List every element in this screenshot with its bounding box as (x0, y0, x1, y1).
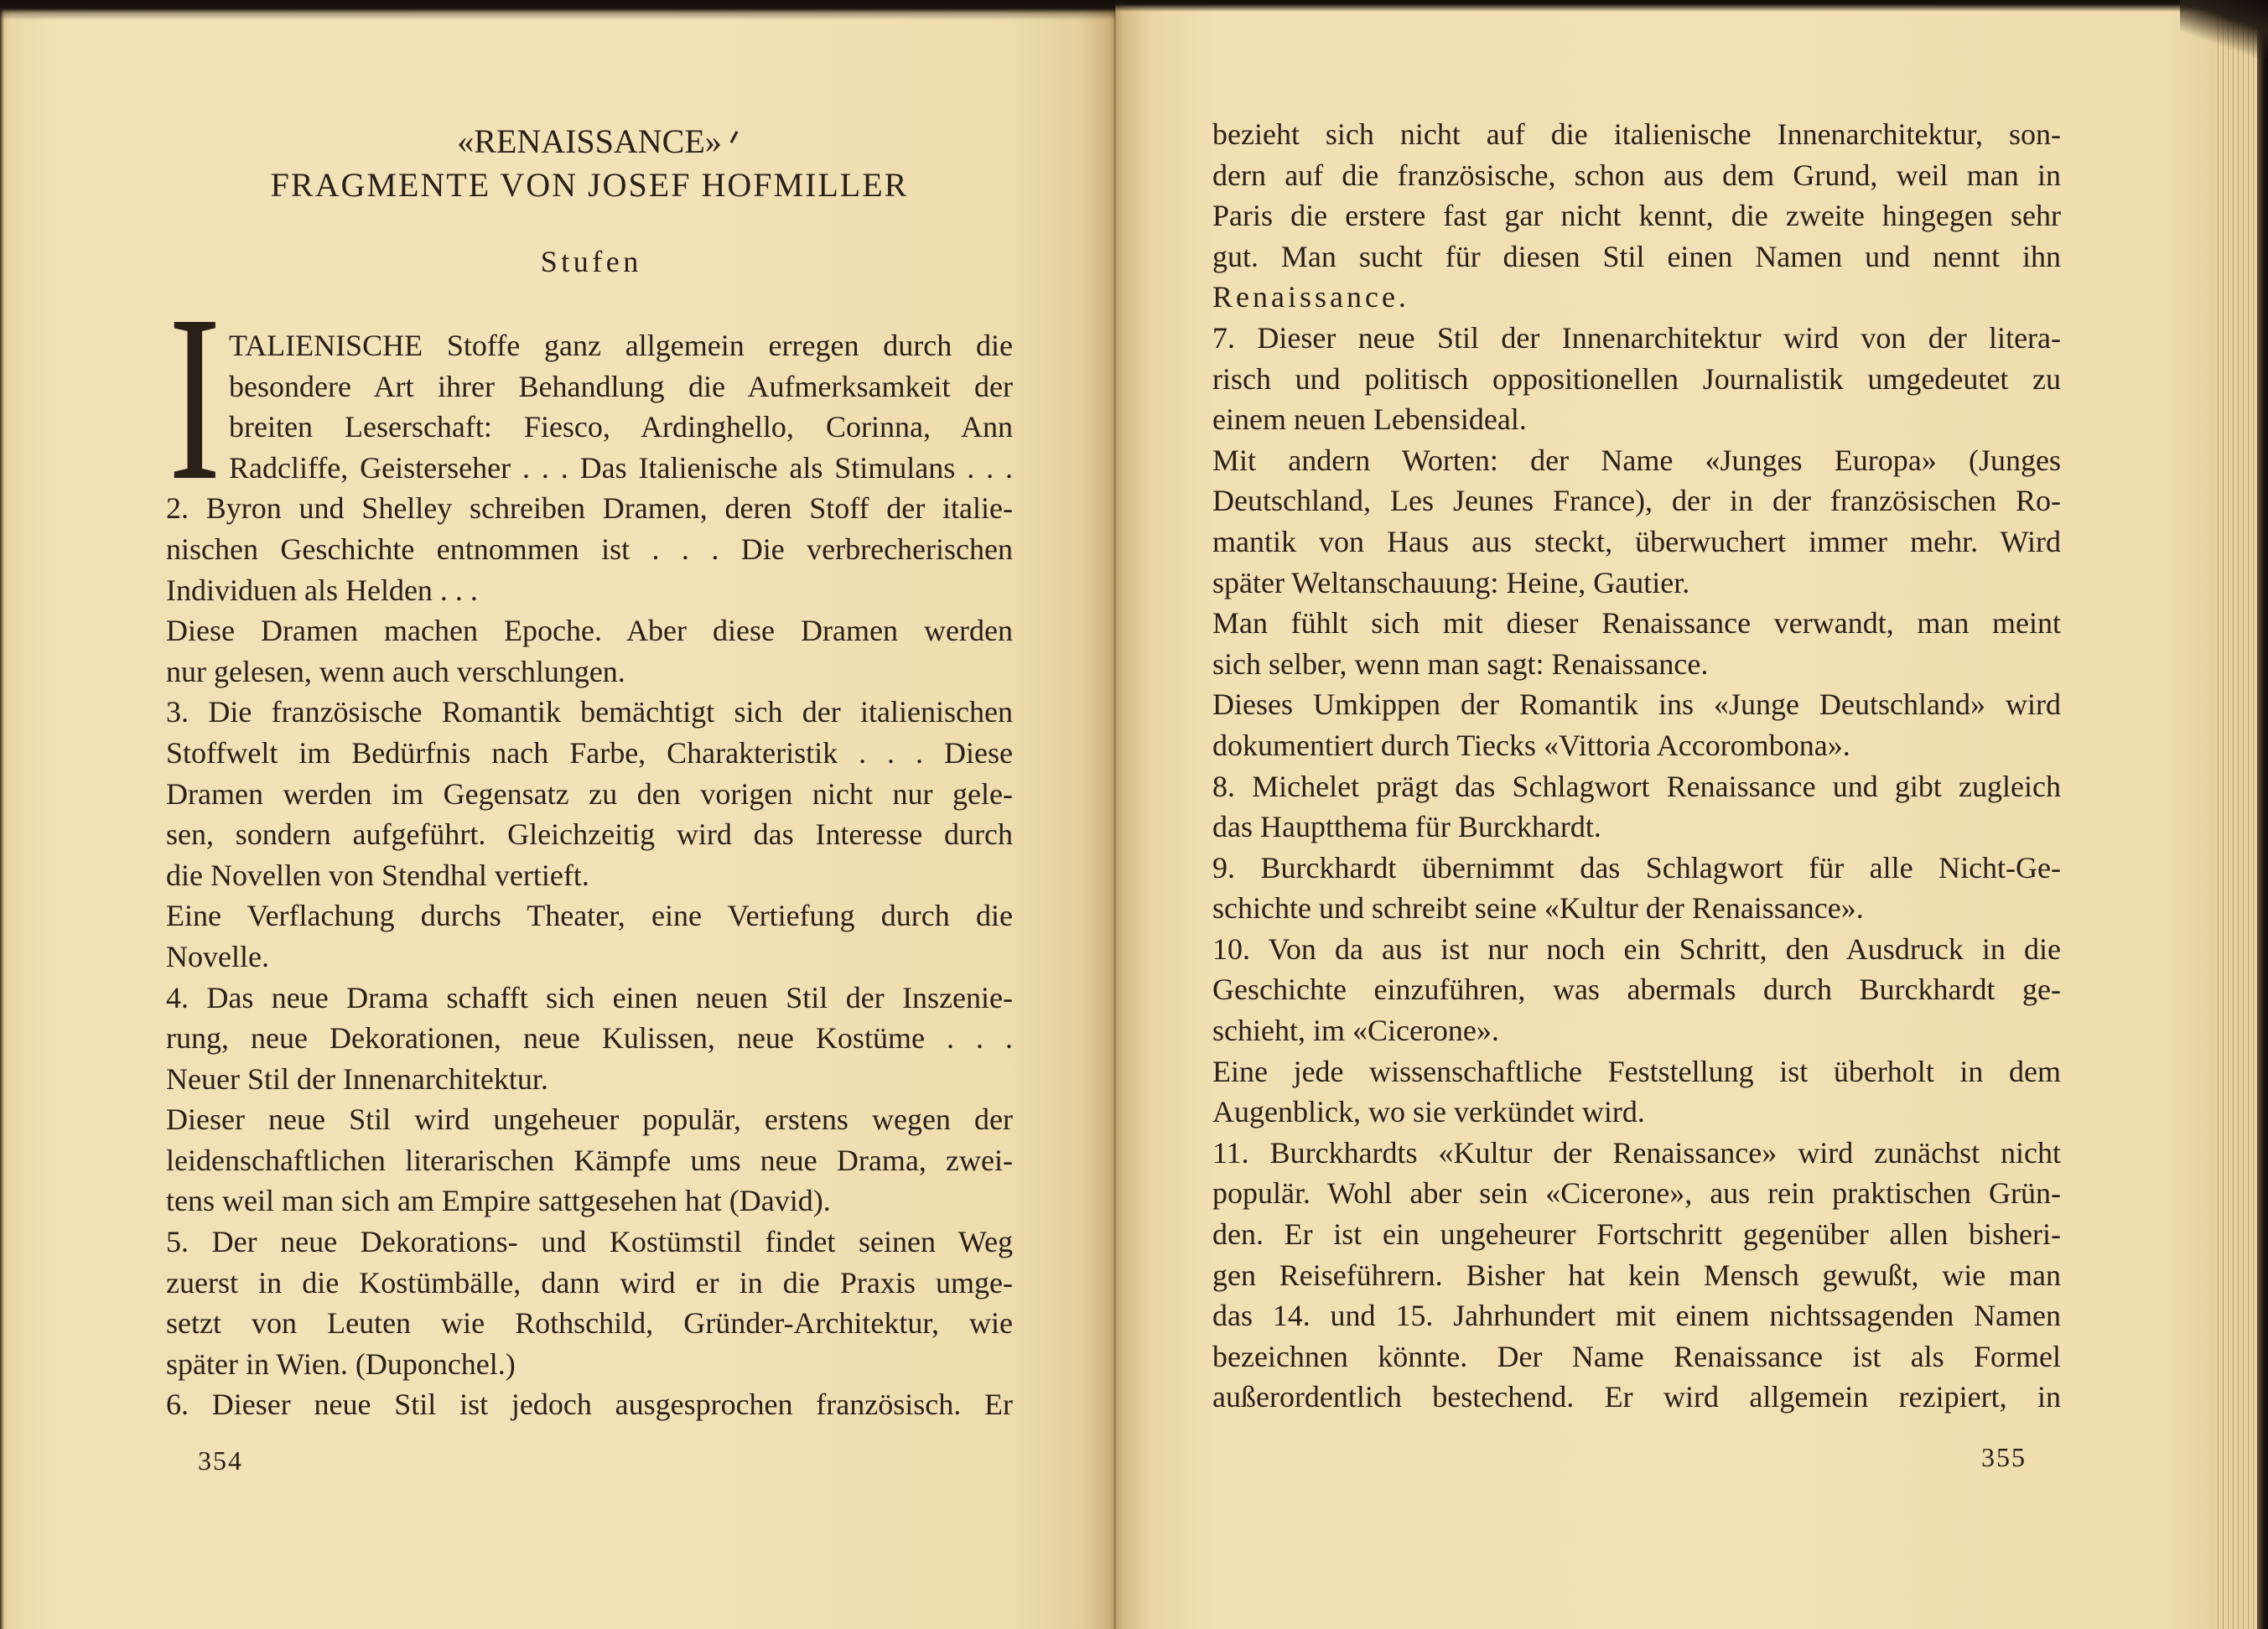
left-page-line: nur gelesen, wenn auch verschlungen. (166, 654, 625, 688)
left-page-line: 4. Das neue Drama schafft sich einen neuen Stil der Inszenie- (166, 980, 1013, 1014)
right-page-text (1212, 114, 2061, 1418)
right-page-line: sich selber, wenn man sagt: Renaissance. (1212, 646, 1709, 681)
right-page-line: 7. Dieser neue Stil der Innenarchitektur wird von der litera- (1212, 320, 2061, 355)
left-page-line: Individuen als Helden . . . (166, 573, 478, 607)
left-page-line: besondere Art ihrer Behandlung die Aufmerksamkeit der (229, 369, 1013, 403)
right-page-line: 8. Michelet prägt das Schlagwort Renaissance und gibt zugleich (1212, 769, 2061, 803)
right-page-line: später Weltanschauung: Heine, Gautier. (1212, 565, 1690, 599)
right-page-line: Man fühlt sich mit dieser Renaissance verwandt, man meint (1212, 606, 2061, 641)
left-page-line: nischen Geschichte entnommen ist . . . Die verbrecherischen (166, 532, 1013, 566)
right-page-line: bezieht sich nicht auf die italienische Innenarchitektur, son- (1212, 117, 2061, 151)
right-page-line: Geschichte einzuführen, was abermals durch Burckhardt ge- (1212, 973, 2061, 1007)
left-page-line: TALIENISCHE Stoffe ganz allgemein erregen durch die (229, 329, 1013, 362)
right-page-line: Augenblick, wo sie verkündet wird. (1212, 1095, 1645, 1129)
right-page-line: gen Reiseführern. Bisher hat kein Mensch gewußt, wie man (1212, 1258, 2061, 1292)
left-page-line: tens weil man sich am Empire sattgesehen hat (David). (166, 1184, 831, 1218)
page-stack-edges (2214, 0, 2257, 1629)
right-page-line: Deutschland, Les Jeunes France), der in der französischen Ro- (1212, 484, 2061, 518)
left-page-number: 354 (198, 1445, 243, 1476)
left-page-line: Diese Dramen machen Epoche. Aber diese Dramen werden (166, 614, 1013, 648)
top-scan-edge-right (1115, 0, 2268, 12)
corner-scan-shadow (2180, 0, 2268, 59)
right-page-line: Eine jede wissenschaftliche Feststellung ist überholt in dem (1212, 1054, 2061, 1088)
left-page-line: Dramen werden im Gegensatz zu den vorigen nicht nur gele- (166, 776, 1013, 811)
left-page-line: Stoffwelt im Bedürfnis nach Farbe, Charakteristik . . . Diese (166, 735, 1013, 770)
left-page-line: zuerst in die Kostümbälle, dann wird er in die Praxis umge- (166, 1265, 1013, 1300)
left-page-line: die Novellen von Stendhal vertieft. (166, 858, 589, 892)
right-page-line: 11. Burckhardts «Kultur der Renaissance» wird zunächst nicht (1212, 1135, 2061, 1170)
right-page-line: Mit andern Worten: der Name «Junges Europa» (Junges (1212, 443, 2061, 477)
drop-cap: I (169, 267, 221, 530)
left-page-line: 3. Die französische Romantik bemächtigt sich der italienischen (166, 695, 1013, 729)
left-page-line: leidenschaftlichen literarischen Kämpfe ums neue Drama, zwei- (166, 1143, 1013, 1177)
right-page-line: Renaissance. (1212, 280, 1409, 314)
left-page-line: Dieser neue Stil wird ungeheuer populär, erstens wegen der (166, 1102, 1013, 1137)
right-page-line: bezeichnen könnte. Der Name Renaissance ist als Formel (1212, 1339, 2061, 1373)
left-page-text (166, 325, 1013, 1425)
left-page-line: rung, neue Dekorationen, neue Kulissen, neue Kostüme . . . (166, 1021, 1013, 1056)
left-page-line: Eine Verflachung durchs Theater, eine Vertiefung durch die (166, 899, 1013, 933)
left-page-line: später in Wien. (Duponchel.) (166, 1346, 516, 1381)
right-page-line: dern auf die französische, schon aus dem Grund, weil man in (1212, 158, 2061, 192)
right-page-line: einem neuen Lebensideal. (1212, 402, 1527, 437)
left-page-line: 6. Dieser neue Stil ist jedoch ausgesprochen französisch. Er (166, 1388, 1013, 1422)
top-scan-edge-left (0, 0, 1115, 20)
right-page-line: risch und politisch oppositionellen Journalistik umgedeutet zu (1212, 361, 2061, 396)
right-page-line: schichte und schreibt seine «Kultur der Renaissance». (1212, 891, 1864, 926)
left-scan-edge (0, 0, 4, 1629)
left-page-line: setzt von Leuten wie Rothschild, Gründer-Architektur, wie (166, 1306, 1013, 1341)
left-page-line: breiten Leserschaft: Fiesco, Ardinghello, Corinna, Ann (229, 410, 1013, 444)
left-page-line: Neuer Stil der Innenarchitektur. (166, 1061, 548, 1096)
left-page-line: Novelle. (166, 939, 269, 973)
right-page-line: dokumentiert durch Tiecks «Vittoria Accorombona». (1212, 728, 1850, 762)
chapter-title: «RENAISSANCE» (457, 122, 722, 160)
section-heading: Stufen (540, 245, 642, 278)
right-page-line: Paris die erstere fast gar nicht kennt, die zweite hingegen sehr (1212, 199, 2061, 233)
left-page-line: sen, sondern aufgeführt. Gleichzeitig wird das Interesse durch (166, 817, 1013, 852)
right-page-line: das Hauptthema für Burckhardt. (1212, 810, 1601, 844)
left-page-line: 2. Byron und Shelley schreiben Dramen, deren Stoff der italie- (166, 491, 1013, 526)
right-page-line: außerordentlich bestechend. Er wird allgemein rezipiert, in (1212, 1380, 2061, 1414)
right-scan-edge (2257, 0, 2268, 1629)
right-page-line: das 14. und 15. Jahrhundert mit einem nichtssagenden Namen (1212, 1299, 2061, 1333)
right-page-line: schieht, im «Cicerone». (1212, 1014, 1499, 1048)
right-page-line: 10. Von da aus ist nur noch ein Schritt, den Ausdruck in die (1212, 931, 2061, 966)
left-page-line: 5. Der neue Dekorations- und Kostümstil findet seinen Weg (166, 1225, 1013, 1259)
right-page-line: den. Er ist ein ungeheurer Fortschritt gegenüber allen bisheri- (1212, 1217, 2061, 1252)
chapter-subtitle: FRAGMENTE VON JOSEF HOFMILLER (270, 166, 909, 204)
right-page-number: 355 (1981, 1442, 2027, 1472)
right-page-line: populär. Wohl aber sein «Cicerone», aus rein praktischen Grün- (1212, 1176, 2061, 1211)
right-page-line: Dieses Umkippen der Romantik ins «Junge Deutschland» wird (1212, 687, 2061, 722)
right-page-line: 9. Burckhardt übernimmt das Schlagwort für alle Nicht-Ge- (1212, 850, 2061, 885)
left-page-line: Radcliffe, Geisterseher . . . Das Italienische als Stimulans . . . (229, 450, 1013, 485)
book-gutter (1113, 0, 1116, 1629)
right-page-line: gut. Man sucht für diesen Stil einen Namen und nennt ihn (1212, 239, 2061, 273)
right-page-line: mantik von Haus aus steckt, überwuchert immer mehr. Wird (1212, 524, 2061, 558)
